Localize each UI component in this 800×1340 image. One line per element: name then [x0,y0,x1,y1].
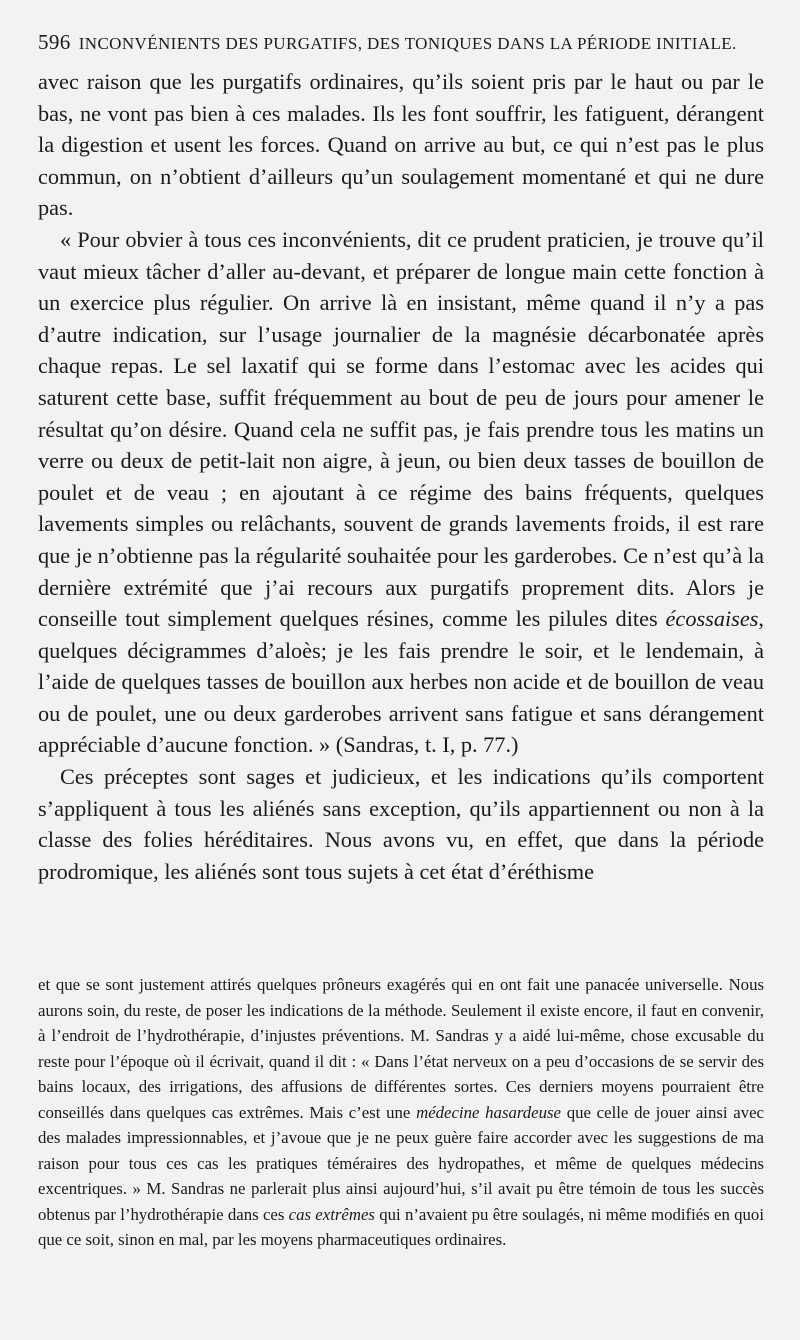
footnote-text-b: que celle de jouer ainsi avec des malades impressionnables, et j’avoue que je ne peux guère faire accorder avec les suggestions de ma raison pour tous ces cas les pratiques téméraires des hydropathes, et même de quelques médecins excentriques. » M. Sandras ne parlerait plus ainsi aujourd’hui, s’il avait pu être témoin de tous les succès obtenus par l’hydrothérapie dans ces [38,1102,764,1224]
footnote [38,972,764,1253]
footnote-text-a: et que se sont justement attirés quelques prôneurs exagérés qui en ont fait une panacée universelle. Nous aurons soin, du reste, de poser les indications de la méthode. Seulement il existe encore, il faut en convenir, à l’endroit de l’hydrothérapie, d’injustes préventions. M. Sandras y a aidé lui-même, chose excusable du reste pour l’époque où il écrivait, quand il dit : « Dans l’état nerveux on a peu d’occasions de se servir des bains locaux, des irrigations, des affusions de différentes sortes. Ces derniers moyens pourraient être conseillés dans quelques cas extrêmes. Mais c’est une [38,975,764,1122]
running-title: INCONVÉNIENTS DES PURGATIFS, DES TONIQUES DANS LA PÉRIODE INITIALE. [78,34,737,53]
running-head [38,30,768,55]
quotation-text-b: , quelques décigrammes d’aloès; je les fais prendre le soir, et le lendemain, à l’aide de quelques tasses de bouillon aux herbes non acide et de bouillon de veau ou de poulet, une ou deux garderobes arrivent sans fatigue et sans dérangement appréciable d’aucune fonction. » (Sandras, t. I, p. 77.) [38,606,764,758]
page-number: 596 [38,30,71,54]
paragraph-commentary: Ces préceptes sont sages et judicieux, et les indications qu’ils comportent s’appliquent à tous les aliénés sans exception, qu’ils appartiennent ou non à la classe des folies héréditaires. Nous avons vu, en effet, que dans la période prodromique, les aliénés sont tous sujets à cet état d’éréthisme [38,764,764,884]
italic-term-medecine-hasardeuse: médecine hasardeuse [416,1102,561,1122]
footnote-paragraph [38,972,764,1253]
italic-term-ecossaises: écossaises [665,606,759,632]
paragraph-continuation: avec raison que les purgatifs ordinaires, qu’ils soient pris par le haut ou par le bas, ne vont pas bien à ces malades. Ils les font souffrir, les fatiguent, dérangent la digestion et usent les forces. Quand on arrive au but, ce qui n’est pas le plus commun, on n’obtient d’ailleurs qu’un soulagement momentané et qui ne dure pas. [38,69,764,221]
italic-term-cas-extremes: cas extrêmes [288,1204,375,1224]
footnote-text-c: qui n’avaient pu être soulagés, ni même modifiés en quoi que ce soit, sinon en mal, par les moyens pharmaceutiques ordinaires. [38,1204,764,1249]
main-text [38,66,764,887]
quotation-text-a: « Pour obvier à tous ces inconvénients, dit ce prudent praticien, je trouve qu’il vaut mieux tâcher d’aller au-devant, et préparer de longue main cette fonction à un exercice plus régulier. On arrive là en insistant, même quand il n’y a pas d’autre indication, sur l’usage journalier de la magnésie décarbonatée après chaque repas. Le sel laxatif qui se forme dans l’estomac avec les acides qui saturent cette base, suffit fréquemment au bout de peu de jours pour amener le résultat qu’on désire. Quand cela ne suffit pas, je fais prendre tous les matins un verre ou deux de petit-lait non aigre, à jeun, ou bien deux tasses de bouillon de poulet et de veau ; en ajoutant à ce régime des bains fréquents, quelques lavements simples ou relâchants, souvent de grands lavements froids, il est rare que je n’obtienne pas la régularité souhaitée pour les garderobes. Ce n’est qu’à la dernière extrémité que j’ai recours aux purgatifs proprement dits. Alors je conseille tout simplement quelques résines, comme les pilules dites [38,226,764,632]
paragraph-quotation [38,224,764,761]
